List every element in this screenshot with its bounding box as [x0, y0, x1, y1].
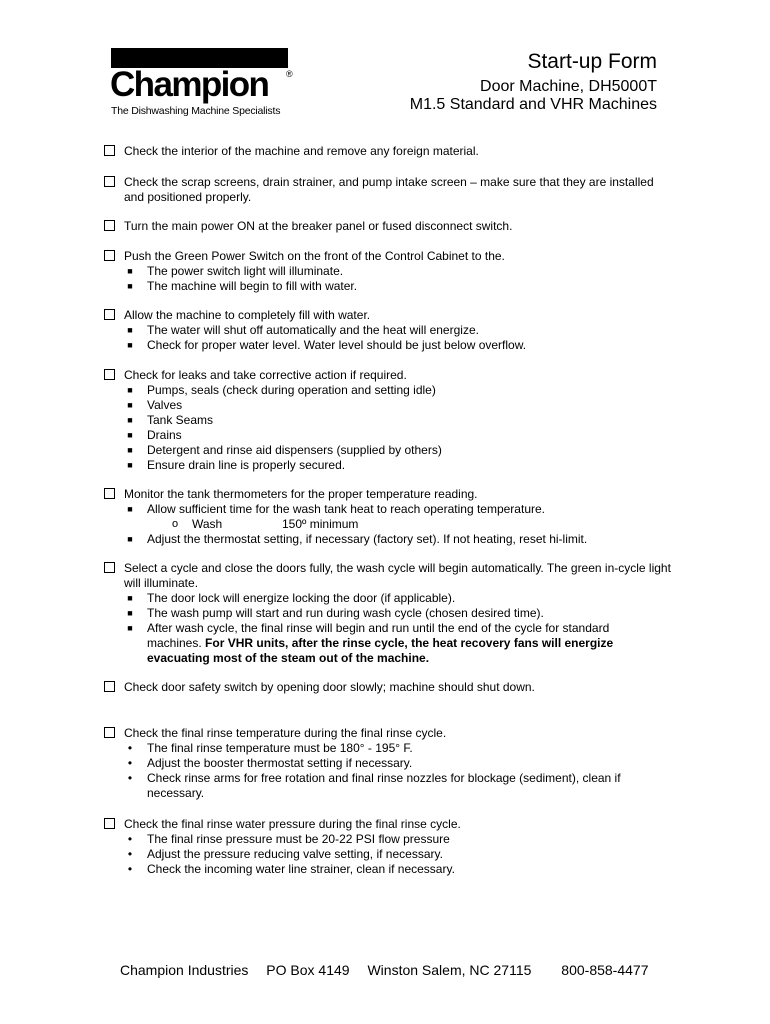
- checklist-item: [104, 144, 659, 159]
- checklist-item-text: Monitor the tank thermometers for the proper temperature reading.: [124, 487, 478, 501]
- page-subtitle-machine: Door Machine, DH5000T: [480, 78, 657, 95]
- square-bullet-icon: ■: [127, 340, 133, 350]
- wash-temperature: 150º minimum: [282, 517, 359, 531]
- checklist-item-text: Check the final rinse temperature during the final rinse cycle.: [124, 726, 447, 740]
- sub-item: • Adjust the booster thermostat setting if necessary.: [104, 756, 659, 771]
- wash-label: Wash: [192, 517, 223, 531]
- square-bullet-icon: ■: [127, 504, 133, 514]
- sub-item: ■ The machine will begin to fill with water.: [104, 279, 659, 294]
- checklist-item-text: Check the interior of the machine and remove any foreign material.: [124, 144, 479, 158]
- checkbox[interactable]: [104, 220, 115, 231]
- round-bullet-icon: •: [127, 832, 133, 846]
- checkbox[interactable]: [104, 818, 115, 829]
- sub-item: ■ After wash cycle, the final rinse will begin and run until the end of the cycle for standard machines. For VHR units, after the rinse cycle, the heat recovery fans will energize evacuating most of the steam out of the machine.: [104, 621, 617, 666]
- square-bullet-icon: ■: [127, 534, 133, 544]
- logo-tagline: The Dishwashing Machine Specialists: [111, 105, 281, 117]
- round-bullet-icon: •: [127, 771, 133, 785]
- checklist-item-text: Check the final rinse water pressure during the final rinse cycle.: [124, 817, 461, 831]
- sub-item: • Check rinse arms for free rotation and final rinse nozzles for blockage (sediment), clean if necessary.: [104, 771, 657, 801]
- square-bullet-icon: ■: [127, 430, 133, 440]
- checklist-item-text: Check for leaks and take corrective action if required.: [124, 368, 407, 382]
- page-title: Start-up Form: [527, 50, 657, 73]
- square-bullet-icon: ■: [127, 608, 133, 618]
- checkbox[interactable]: [104, 309, 115, 320]
- checklist-item: [104, 219, 659, 234]
- sub-item: • Adjust the pressure reducing valve setting, if necessary.: [104, 847, 659, 862]
- square-bullet-icon: ■: [127, 415, 133, 425]
- square-bullet-icon: ■: [127, 445, 133, 455]
- square-bullet-icon: ■: [127, 325, 133, 335]
- square-bullet-icon: ■: [127, 460, 133, 470]
- square-bullet-icon: ■: [127, 266, 133, 276]
- footer-phone: 800-858-4477: [561, 962, 649, 978]
- sub-item: • The final rinse pressure must be 20-22 PSI flow pressure: [104, 832, 659, 847]
- sub-item: • Check the incoming water line strainer, clean if necessary.: [104, 862, 659, 877]
- champion-logo: [110, 48, 293, 120]
- sub-item: ■ Check for proper water level. Water level should be just below overflow.: [104, 338, 659, 353]
- sub-item: • The final rinse temperature must be 180° - 195° F.: [104, 741, 659, 756]
- sub-item: ■ The wash pump will start and run during wash cycle (chosen desired time).: [104, 606, 659, 621]
- checkbox[interactable]: [104, 250, 115, 261]
- logo-name: Champion: [110, 65, 269, 104]
- checkbox[interactable]: [104, 681, 115, 692]
- checklist-item-text: Check the scrap screens, drain strainer, and pump intake screen – make sure that they are installed and positioned properly.: [124, 175, 654, 204]
- sub-item: ■ The water will shut off automatically and the heat will energize.: [104, 323, 659, 338]
- page-subtitle-models: M1.5 Standard and VHR Machines: [409, 96, 657, 113]
- sub-item: ■ The door lock will energize locking the door (if applicable).: [104, 591, 659, 606]
- square-bullet-icon: ■: [127, 623, 133, 633]
- checklist-item-text: Allow the machine to completely fill with water.: [124, 308, 371, 322]
- square-bullet-icon: ■: [127, 281, 133, 291]
- checklist-item: [104, 175, 659, 205]
- checklist-item: [104, 817, 659, 877]
- vhr-note: For VHR units, after the rinse cycle, the heat recovery fans will energize evacuating most of the steam out of the machine.: [147, 636, 614, 665]
- checklist-item-text: Turn the main power ON at the breaker panel or fused disconnect switch.: [124, 219, 513, 233]
- checklist-item: [104, 487, 659, 547]
- checkbox[interactable]: [104, 145, 115, 156]
- sub-sub-item: [104, 517, 659, 532]
- square-bullet-icon: ■: [127, 385, 133, 395]
- checkbox[interactable]: [104, 727, 115, 738]
- checklist-item: [104, 249, 659, 294]
- checklist-item: [104, 561, 671, 666]
- sub-item: ■ Adjust the thermostat setting, if necessary (factory set). If not heating, reset hi-limit.: [104, 532, 659, 547]
- sub-item: ■ Valves: [104, 398, 659, 413]
- checkbox[interactable]: [104, 488, 115, 499]
- sub-item: ■ Pumps, seals (check during operation and setting idle): [104, 383, 659, 398]
- checklist-item: [104, 308, 659, 353]
- logo-registered-mark: ®: [286, 69, 293, 79]
- sub-item: ■ Allow sufficient time for the wash tank heat to reach operating temperature.: [104, 502, 659, 517]
- checkbox[interactable]: [104, 562, 115, 573]
- round-bullet-icon: •: [127, 847, 133, 861]
- sub-item: ■ Detergent and rinse aid dispensers (supplied by others): [104, 443, 659, 458]
- checklist-item-text: Check door safety switch by opening door slowly; machine should shut down.: [124, 680, 535, 694]
- checklist-item: [104, 726, 659, 801]
- checklist-item-text: Push the Green Power Switch on the front of the Control Cabinet to the.: [124, 249, 505, 263]
- checkbox[interactable]: [104, 369, 115, 380]
- round-bullet-icon: •: [127, 862, 133, 876]
- round-bullet-icon: •: [127, 741, 133, 755]
- checklist-item: [104, 368, 659, 473]
- square-bullet-icon: ■: [127, 400, 133, 410]
- sub-item: ■ Tank Seams: [104, 413, 659, 428]
- circle-bullet-icon: o: [172, 518, 179, 530]
- sub-item: ■ Drains: [104, 428, 659, 443]
- footer-pobox: PO Box 4149: [266, 962, 350, 978]
- round-bullet-icon: •: [127, 756, 133, 770]
- footer-city: Winston Salem, NC 27115: [367, 962, 532, 978]
- square-bullet-icon: ■: [127, 593, 133, 603]
- footer-company: Champion Industries: [120, 962, 249, 978]
- checkbox[interactable]: [104, 176, 115, 187]
- checklist-item-text: Select a cycle and close the doors fully, the wash cycle will begin automatically. The green in-cycle light will illuminate.: [124, 561, 671, 590]
- footer: [120, 962, 648, 978]
- sub-item: ■ The power switch light will illuminate.: [104, 264, 659, 279]
- sub-item: ■ Ensure drain line is properly secured.: [104, 458, 659, 473]
- checklist-item: [104, 680, 659, 695]
